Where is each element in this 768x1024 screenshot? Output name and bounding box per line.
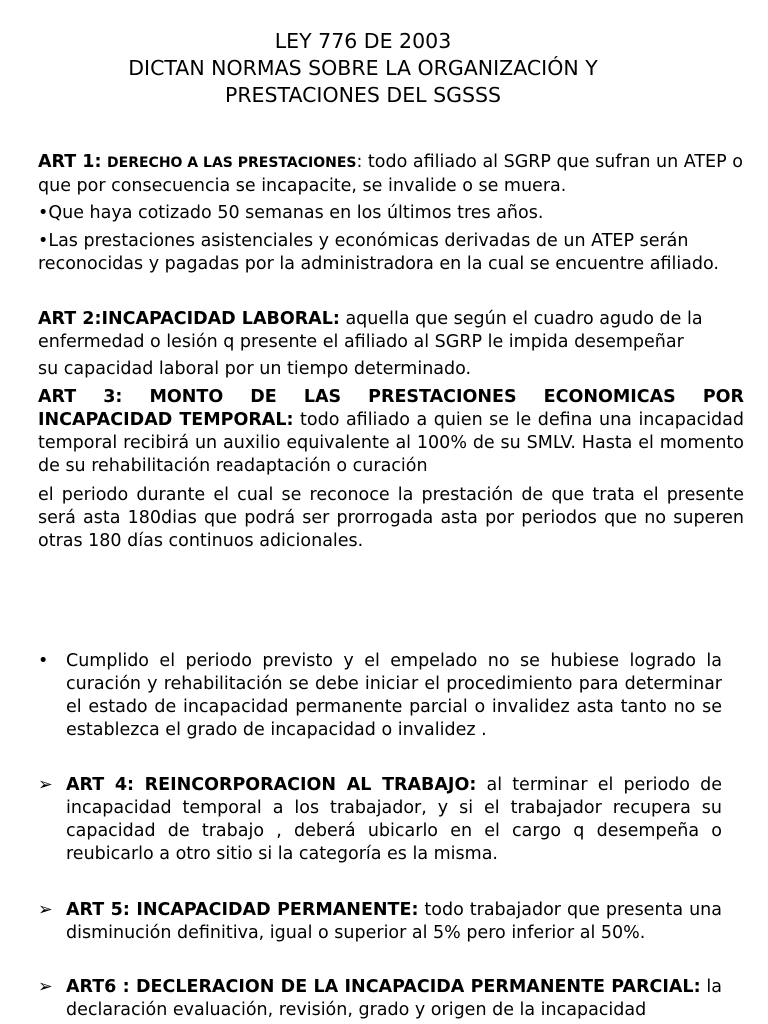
art2-text: aquella que según el cuadro agudo de la enfermedad o lesión q presente el afiliado al SGRP le impida desempeñar	[38, 309, 703, 352]
art1-bullet-1: •Que haya cotizado 50 semanas en los últimos tres años.	[38, 203, 544, 223]
arrow-bullet-icon: ➢	[38, 977, 53, 997]
art3-heading-line-1	[38, 386, 744, 409]
list-item-art4	[38, 774, 722, 866]
art1-text: : todo afiliado al SGRP que sufran un ATEP o que por consecuencia se incapacite, se invalide o se muera.	[38, 152, 743, 196]
art2-paragraph-cont: su capacidad laboral por un tiempo determinado.	[38, 359, 472, 379]
art4-paragraph	[66, 774, 722, 866]
title-line-3: PRESTACIONES DEL SGSSS	[224, 83, 502, 107]
art5-paragraph	[66, 899, 722, 945]
art2-heading: ART 2:INCAPACIDAD LABORAL:	[38, 309, 340, 329]
art1-heading: DERECHO A LAS PRESTACIONES	[107, 155, 357, 171]
list-item-art6	[38, 976, 722, 1022]
art1-label: ART 1:	[38, 152, 102, 172]
art3-paragraph	[38, 409, 744, 478]
art3-heading-line-2: INCAPACIDAD TEMPORAL:	[38, 410, 294, 430]
bullet-icon: •	[38, 651, 49, 671]
title-line-2: DICTAN NORMAS SOBRE LA ORGANIZACIÓN Y	[128, 56, 598, 80]
art6-paragraph	[66, 976, 722, 1022]
list-item-art5	[38, 899, 722, 945]
title-line-1: LEY 776 DE 2003	[274, 29, 452, 53]
art2-paragraph	[38, 308, 744, 354]
art6-heading: ART6 : DECLERACION DE LA INCAPACIDA PERMANENTE PARCIAL:	[66, 977, 701, 997]
art5-text: todo trabajador que presenta una disminución definitiva, igual o superior al 5% pero inferior al 50%.	[66, 900, 722, 943]
art1-bullet-2: •Las prestaciones asistenciales y económicas derivadas de un ATEP serán reconocidas y pagadas por la administradora en la cual se encuentre afiliado.	[38, 231, 719, 274]
list-item-1	[38, 650, 722, 742]
art6-text: la declaración evaluación, revisión, grado y origen de la incapacidad	[66, 977, 722, 1020]
art4-heading: ART 4: REINCORPORACION AL TRABAJO:	[66, 775, 477, 795]
art4-text: al terminar el periodo de incapacidad temporal a los trabajador, y si el trabajador recupera su capacidad de trabajo , deberá ubicarlo en el cargo q desempeña o reubicarlo a otro sitio si la categoría es la misma.	[66, 775, 723, 864]
art3-heading-text: ART 3: MONTO DE LAS PRESTACIONES ECONOMICAS POR	[38, 387, 744, 407]
art3-paragraph-cont: el periodo durante el cual se reconoce la prestación de que trata el presente será asta 180dias que podrá ser prorrogada asta por periodos que no superen otras 180 días continuos adicionales.	[38, 485, 744, 551]
art1-paragraph	[38, 151, 744, 198]
art3-text: todo afiliado a quien se le defina una incapacidad temporal recibirá un auxilio equivalente al 100% de su SMLV. Hasta el momento de su rehabilitación readaptación o curación	[38, 410, 744, 476]
list-item-1-text: Cumplido el periodo previsto y el empelado no se hubiese logrado la curación y rehabilitación se debe iniciar el procedimiento para determinar el estado de incapacidad permanente parcial o invalidez asta tanto no se establezca el grado de incapacidad o invalidez .	[66, 651, 722, 740]
document-title	[0, 28, 726, 109]
arrow-bullet-icon: ➢	[38, 775, 53, 795]
arrow-bullet-icon: ➢	[38, 900, 53, 920]
art5-heading: ART 5: INCAPACIDAD PERMANENTE:	[66, 900, 419, 920]
